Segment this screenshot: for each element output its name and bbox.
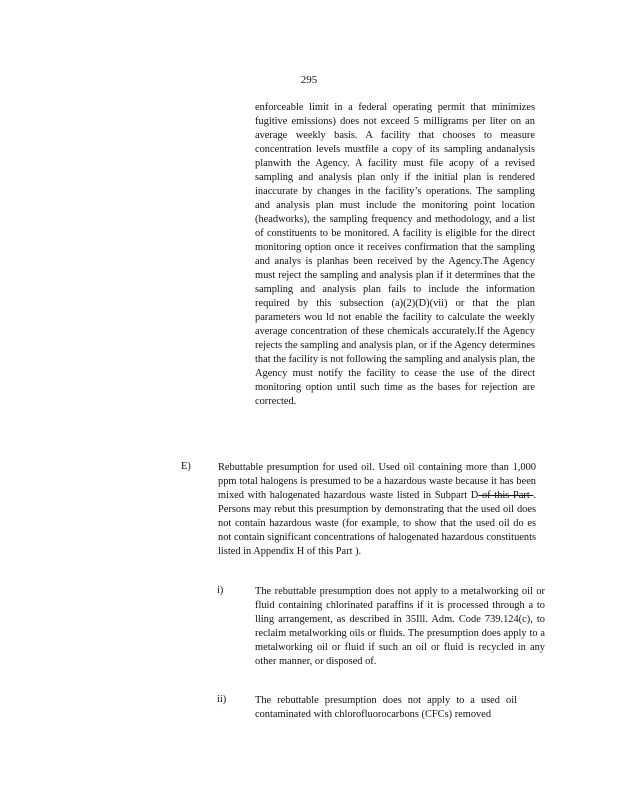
paragraph-e-struck-text: of this Part xyxy=(478,490,534,501)
paragraph-e xyxy=(218,461,536,559)
page-number: 295 xyxy=(300,74,318,86)
continuation-paragraph xyxy=(255,101,535,409)
paragraph-e-text-before: Rebuttable presumption for used oil. Used oil containing more than 1,000 ppm total halogens is presumed to be a hazardous waste because it has been mixed with halogenated hazardous waste listed in Subpart D xyxy=(218,462,536,501)
paragraph-ii xyxy=(255,694,517,722)
paragraph-i-text: The rebuttable presumption does not apply to a metalworking oil or fluid containing chlorinated paraffins if it is processed through a to lling arrangement, as described in 35Ill. Adm. Code 739.124(c), to reclaim metalworking oils or fluids. The presumption does apply to a metalworking oil or fluid if such an oil or fluid is recycled in any other manner, or disposed of. xyxy=(255,586,545,667)
paragraph-ii-label: ii) xyxy=(217,694,227,705)
paragraph-e-text xyxy=(218,461,536,559)
paragraph-e-text-after: . Persons may rebut this presumption by demonstrating that the used oil does not contain hazardous waste (for example, to show that the used oil do es not contain significant concentrations of halogenated hazardous constituents listed in Appendix H of this Part ). xyxy=(218,490,537,557)
paragraph-i xyxy=(255,585,545,669)
paragraph-ii-text: The rebuttable presumption does not apply to a used oil contaminated with chlorofluorocarbons (CFCs) removed xyxy=(255,695,517,720)
paragraph-e-label: E) xyxy=(181,461,191,472)
continuation-text: enforceable limit in a federal operating permit that minimizes fugitive emissions) does not exceed 5 milligrams per liter on an average weekly basis. A facility that chooses to measure concentration levels mustfile a copy of its sampling andanalysis planwith the Agency. A facility must file acopy of a revised sampling and analysis plan only if the initial plan is rendered inaccurate by changes in the facility’s operations. The sampling and analysis plan must include the monitoring point location (headworks), the sampling frequency and methodology, and a list of constituents to be monitored. A facility is eligible for the direct monitoring option once it receives confirmation that the sampling and analys is planhas been received by the Agency.The Agency must reject the sampling and analysis plan if it determines that the sampling and analysis plan fails to include the information required by this subsection (a)(2)(D)(vii) or that the plan parameters wou ld not enable the facility to calculate the weekly average concentration of these chemicals accurately.If the Agency rejects the sampling and analysis plan, or if the Agency determines that the facility is not following the sampling and analysis plan, the Agency must notify the facility to cease the use of the direct monitoring option until such time as the bases for rejection are corrected. xyxy=(255,102,535,407)
paragraph-i-label: i) xyxy=(217,585,224,596)
